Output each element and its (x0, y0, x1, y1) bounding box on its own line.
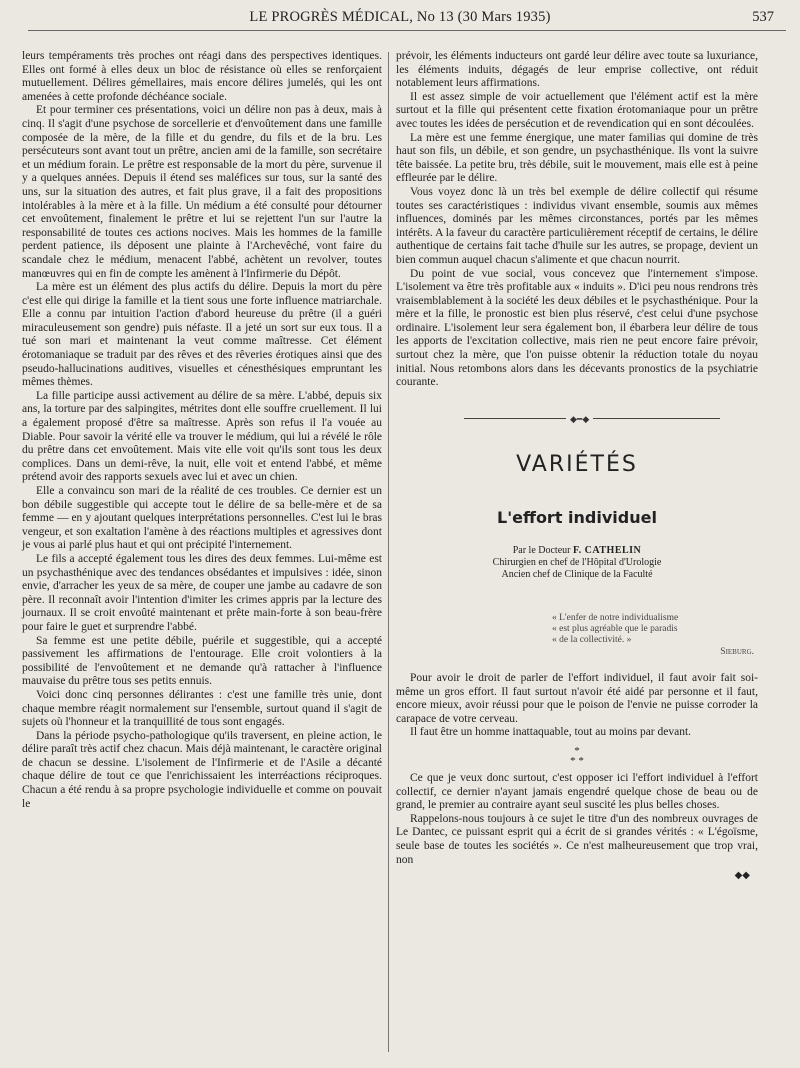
paragraph: La mère est une femme énergique, une mater familias qui domine de très haut son fils, un débile, et son gendre, un psychasthénique. Ils vont la suivre tête baissée. La petite bru, très débile, suit le mouvement, mais elle est à peine effleurée par le délire. (396, 131, 758, 185)
column-divider (388, 52, 389, 1052)
asterism-bottom: * * (570, 755, 584, 767)
paragraph: prévoir, les éléments inducteurs ont gardé leur délire avec toute sa luxuriance, les éléments induits, dégagés de leur emprise collective, ont réduit notablement leurs affirmations. (396, 50, 758, 90)
paragraph: Et pour terminer ces présentations, voici un délire non pas à deux, mais à cinq. Il s'agit d'une psychose de sorcellerie et d'envoûtement dans une famille composée de la mère, de la fille et du gendre, du fils et de la bru. Les persécuteurs sont avant tout un prêtre, ancien ami de la famille, son secrétaire et un médium forain. Le prêtre est responsable de la mort du père, survenue il y a quelques années. Depuis il étend ses maléfices sur tous, sur la santé des uns, sur la situation des autres, et fait plus grave, il a fait des propositions intolérables à la mère et à la fille. Un médium a été consulté pour détourner cet envoûtement, finalement le prêtre et lui se rejettent l'un sur l'autre la responsabilité de toutes ces actions nocives. Mais les hommes de la famille perdent patience, ils déposent une plainte à l'Archevêché, vont faire du scandale chez le médium, menacent l'abbé, achètent un revolver, toutes manœuvres qui en fin de compte les amènent à l'Infirmerie du Dépôt. (22, 104, 382, 280)
right-column (396, 50, 758, 883)
author-name: F. CATHELIN (572, 545, 642, 557)
epigraph-line: « de la collectivité. » (552, 635, 632, 646)
header-rule (28, 30, 786, 31)
page-header (14, 0, 786, 28)
paragraph: Elle a convaincu son mari de la réalité de ces troubles. Ce dernier est un bon débile suggestible qui accepte tout le délire de sa belle-mère et de sa femme — en y ajoutant quelques interprétations personnelles. C'est lui le bras vengeur, et son exaltation l'amène à des réactions multiples et agressives dont je vous ai parlé plus haut et qui ont précipité l'internement. (22, 485, 382, 552)
paragraph: Sa femme est une petite débile, puérile et suggestible, qui a accepté passivement les affirmations de l'entourage. Elle croit volontiers à la possibilité de l'envoûtement et ne demande qu'à rattacher à l'influence mauvaise du prêtre tous ses petits ennuis. (22, 634, 382, 688)
section-separator (396, 412, 758, 426)
epigraph (552, 613, 754, 658)
paragraph: Rappelons-nous toujours à ce sujet le titre d'un des nombreux ouvrages de Le Dantec, ce puissant esprit qui a écrit de si grandes vérités : « L'égoïsme, seule base de toutes les sociétés ». Ce n'est malheureusement que trop vrai, non (396, 812, 758, 866)
paragraph: leurs tempéraments très proches ont réagi dans des perspectives identiques. Elles ont formé à elles deux un bloc de résistance où elles se renforçaient mutuellement. Délires gémellaires, mais encore délires jumelés, qui les ont amenées à cette profonde déchéance sociale. (22, 50, 382, 103)
paragraph: Il faut être un homme inattaquable, tout au moins par devant. (410, 726, 692, 739)
epigraph-source: Sieburg. (720, 647, 754, 658)
byline-prefix: Par le Docteur (512, 545, 571, 557)
asterism-top: * (574, 745, 580, 757)
affiliation: Chirurgien en chef de l'Hôpital d'Urologie (492, 557, 662, 569)
article-title: L'effort individuel (497, 508, 657, 528)
continuation-mark: ◆◆ (734, 870, 750, 882)
separator-ornament: ◆━◆ (566, 413, 593, 427)
left-column (22, 50, 382, 811)
section-title: VARIÉTÉS (516, 451, 638, 477)
paragraph: La mère est un élément des plus actifs du délire. Depuis la mort du père c'est elle qui dirige la famille et la tient sous une forte influence matriarchale. Elle a connu par intuition l'action d'abord heureuse du prêtre (il a guéri miraculeusement son gendre) puis néfaste. Il a jeté un sort sur eux tous. Il a tué son mari et maintenant la veut comme maîtresse. Cet élément érotomaniaque se traduit par des rêves et des rêveries érotiques ainsi que des pseudo-hallucinations auditives, visuelles et cénesthésiques empruntant les mêmes thèmes. (22, 281, 382, 389)
paragraph: Du point de vue social, vous concevez que l'internement s'impose. L'isolement va être très profitable aux « induits ». D'ici peu nous rendrons très vraisemblablement à la société les deux débiles et le psychasthénique. Pour la mère et la fille, le pronostic est bien plus réservé, c'est celui d'une psychose ordinaire. L'isolement leur sera également bon, il ébarbera leur délire de tous les apports de l'excitation collective, mais rien ne peut encore faire prévoir, surtout chez la mère, que l'on puisse obtenir la réduction totale du noyau initial. Nous retombons alors dans les décevants pronostics de la psychiatrie courante. (396, 267, 758, 389)
paragraph: Vous voyez donc là un très bel exemple de délire collectif qui résume toutes ses caractéristiques : individus vivant ensemble, soumis aux mêmes influences, dominés par les mêmes circonstances, portés par les mêmes intérêts. A la faveur du caractère particulièrement réceptif de certains, le délire authentique de certains fait tache d'huile sur les autres, se propage, devient un bien commun auquel chacun s'alimente et que chacun nourrit. (396, 185, 758, 266)
paragraph: Le fils a accepté également tous les dires des deux femmes. Lui-même est un psychasthénique avec des tendances obsédantes et impulsives : idée, sinon envie, d'arracher les yeux de sa mère, de couper une jambe au cadavre de son père. Il reconnaît avoir l'intention d'imiter les crimes appris par la lecture des journaux. Il se croit envoûté maintenant et prête main-forte à son beau-frère pour faire le guet et surprendre l'abbé. (22, 552, 382, 633)
epigraph-line: « est plus agréable que le paradis (552, 624, 678, 635)
paragraph: La fille participe aussi activement au délire de sa mère. L'abbé, depuis six ans, la torture par des salpingites, métrites dont elle souffre cruellement. Il lui a également proposé d'être sa maîtresse. Après son refus il l'a vouée au Diable. Pour savoir la vérité elle va trouver le médium, qui lui a révélé le rôle du prêtre dans cet envoûtement. Mais vite elle voit qu'ils sont tous les deux complices. Dans un demi-rêve, la nuit, elle voit et entend l'abbé, et même prétend avoir des rapports sexuels avec lui et avec un chien. (22, 389, 382, 484)
paragraph: Il est assez simple de voir actuellement que l'élément actif est la mère surtout et la fille qui présentent cette fixation érotomaniaque pour un prêtre avec toutes les idées de persécution et de revendication qui en sont découlées. (396, 90, 758, 130)
paragraph: Pour avoir le droit de parler de l'effort individuel, il faut avoir fait soi-même un gros effort. Il faut surtout n'avoir été aidé par personne et il faut, encore mieux, avoir réussi pour que le poison de l'envie ne puisse corroder la carapace de votre cerveau. (396, 672, 758, 725)
asterism (396, 746, 758, 766)
epigraph-line: « L'enfer de notre individualisme (552, 613, 679, 624)
byline (396, 545, 758, 581)
affiliation: Ancien chef de Clinique de la Faculté (501, 569, 653, 581)
paragraph: Voici donc cinq personnes délirantes : c'est une famille très unie, dont chaque membre réagit normalement sur l'ensemble, surtout quand il s'agit de sujets où l'honneur et la tranquillité de tous sont engagés. (22, 688, 382, 729)
paragraph: Ce que je veux donc surtout, c'est opposer ici l'effort individuel à l'effort collectif, ce dernier n'ayant jamais engendré quelque chose de beau ou de grand, le premier au contraire ayant seul suscité les plus belles choses. (396, 772, 758, 812)
page-number: 537 (752, 9, 774, 25)
paragraph: Dans la période psycho-pathologique qu'ils traversent, en pleine action, le délire paraît très actif chez chacun. Mais déjà maintenant, le caractère original de chacun se dessine. L'isolement de l'Infirmerie et de l'Asile a décanté chaque délire de tout ce que l'enrichissaient les interréactions réciproques. Chacun a été rendu à sa propre psychologie individuelle et comme on pouvait le (22, 729, 382, 810)
running-title: LE PROGRÈS MÉDICAL, No 13 (30 Mars 1935) (249, 9, 551, 25)
